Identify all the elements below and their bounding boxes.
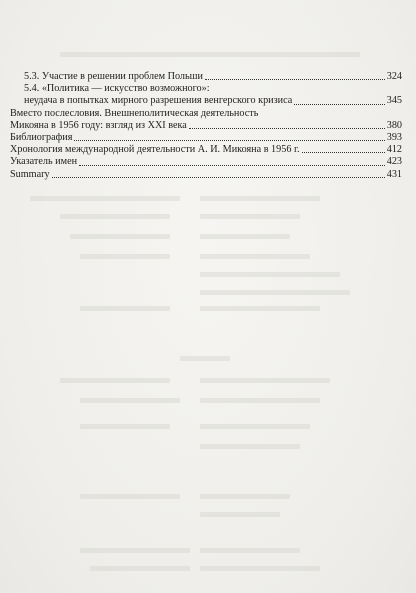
toc-entry-title: Библиография [10,132,73,144]
show-through-text [200,494,290,499]
toc-entry-5-4-line1[interactable]: 5.4. «Политика — искусство возможного»: [24,83,210,95]
show-through-text [80,306,170,311]
show-through-text [80,494,180,499]
toc-page-number: 431 [386,168,402,180]
show-through-text [200,306,320,311]
show-through-text [200,398,320,403]
table-of-contents [10,71,402,181]
toc-page-number: 423 [386,156,402,168]
dot-leader [189,128,385,129]
show-through-text [200,378,330,383]
show-through-text [60,214,170,219]
show-through-text [200,512,280,517]
show-through-text [30,196,180,201]
toc-entry-afterword-line1[interactable]: Вместо послесловия. Внешнеполитическая деятельность [10,107,259,119]
dot-leader [74,140,384,141]
show-through-text [60,52,360,57]
show-through-text [200,548,300,553]
toc-entry-5-4[interactable] [10,95,402,107]
dot-leader [205,79,385,80]
show-through-text [200,290,350,295]
toc-page-number: 412 [386,144,402,156]
toc-entry-title: неудача в попытках мирного разрешения венгерского кризиса [24,95,293,107]
toc-entry-title: Указатель имен [10,156,78,168]
toc-page-number: 324 [386,71,402,82]
toc-entry-title: Микояна в 1956 году: взгляд из XXI века [10,119,187,131]
show-through-text [200,254,310,259]
show-through-text [200,214,300,219]
toc-entry-title: 5.3. Участие в решении проблем Польши [24,71,203,82]
show-through-text [70,234,170,239]
show-through-text [80,424,170,429]
show-through-text [200,196,320,201]
show-through-text [200,444,300,449]
toc-entry-title: Хронология международной деятельности А. И. Микояна в 1956 г. [10,144,300,156]
toc-entry-summary[interactable] [10,169,402,181]
dot-leader [294,104,384,105]
toc-page-number: 380 [386,119,402,131]
show-through-text [200,424,310,429]
toc-entry-5-3[interactable] [10,71,402,83]
show-through-text [200,234,290,239]
show-through-text [60,378,170,383]
show-through-text [80,254,170,259]
show-through-text [180,356,230,361]
show-through-text [90,566,190,571]
toc-entry-chronology[interactable] [10,144,402,156]
dot-leader [302,152,385,153]
show-through-text [200,566,320,571]
toc-page-number: 345 [386,95,402,107]
toc-entry-title: Summary [10,168,50,180]
show-through-text [80,398,180,403]
toc-entry-bibliography[interactable] [10,132,402,144]
dot-leader [52,177,385,178]
show-through-text [80,548,190,553]
show-through-text [200,272,340,277]
toc-entry-index[interactable] [10,156,402,168]
dot-leader [79,165,385,166]
toc-entry-afterword[interactable] [10,120,402,132]
toc-page-number: 393 [386,132,402,144]
